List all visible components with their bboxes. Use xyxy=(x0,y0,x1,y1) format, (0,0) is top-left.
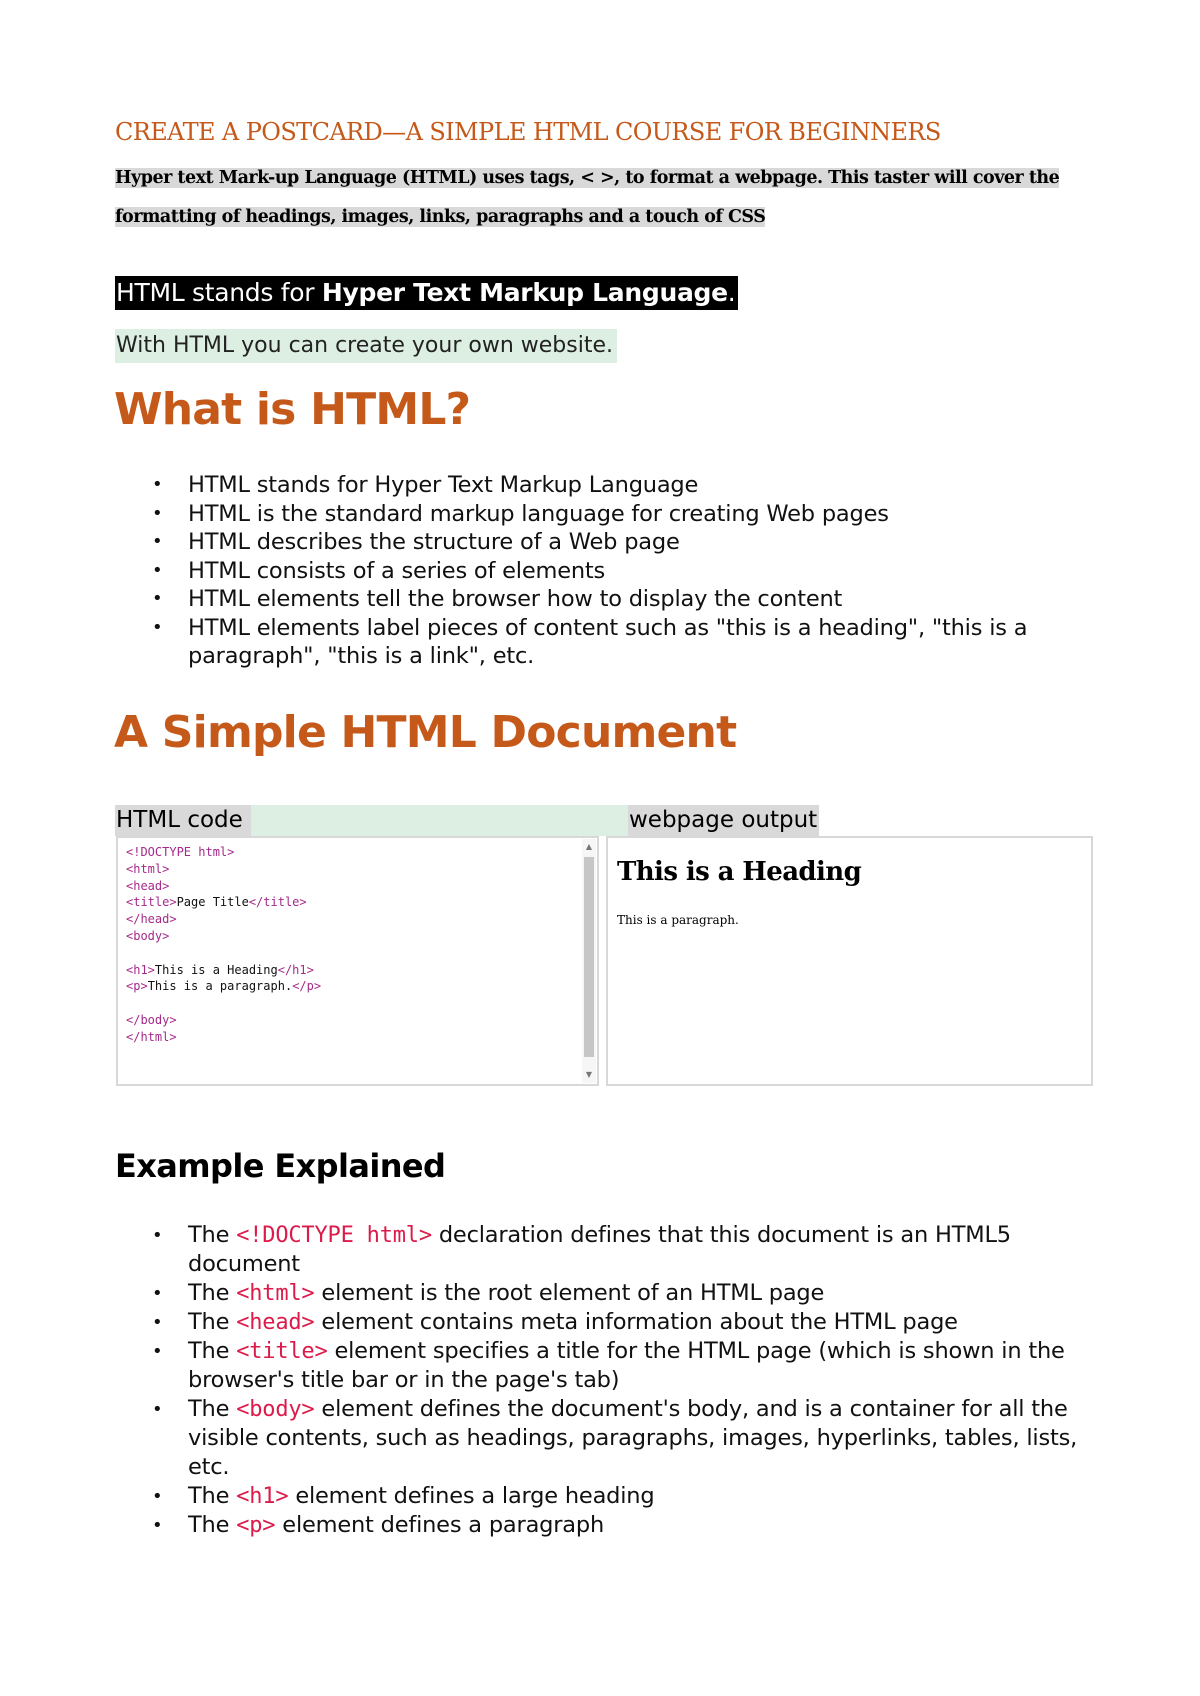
inline-code: <title> xyxy=(236,1339,328,1364)
stands-prefix: HTML stands for xyxy=(116,278,322,307)
code-line: </head> xyxy=(126,912,177,927)
webpage-output-panel xyxy=(606,836,1093,1086)
what-is-html-list xyxy=(115,471,1090,671)
list-item: • The <!DOCTYPE html> declaration defines that this document is an HTML5 document xyxy=(115,1221,1090,1279)
code-scrollbar[interactable] xyxy=(582,839,596,1083)
intro-paragraph xyxy=(115,159,1075,237)
inline-code: <h1> xyxy=(236,1484,289,1509)
simple-html-document-heading: A Simple HTML Document xyxy=(114,707,737,758)
list-item: • The <html> element is the root element of an HTML page xyxy=(115,1279,1090,1308)
inline-code: <html> xyxy=(236,1281,315,1306)
code-line: </body> xyxy=(126,1012,177,1027)
scroll-down-arrow-icon[interactable]: ▼ xyxy=(585,1070,593,1079)
code-line: <head> xyxy=(126,878,170,893)
output-heading: This is a Heading xyxy=(617,857,862,887)
list-item: • The <p> element defines a paragraph xyxy=(115,1511,1090,1540)
example-explained-list xyxy=(115,1221,1090,1540)
stands-suffix: . xyxy=(727,278,736,307)
html-code-panel[interactable] xyxy=(116,836,599,1086)
html-code-label: HTML code xyxy=(115,805,251,836)
list-item: • HTML elements tell the browser how to display the content xyxy=(115,585,1090,614)
code-line: <html> xyxy=(126,861,170,876)
document-title: CREATE A POSTCARD—A SIMPLE HTML COURSE FOR BEGINNERS xyxy=(115,118,941,146)
stands-bold: Hyper Text Markup Language xyxy=(321,278,728,307)
list-item: • The <title> element specifies a title for the HTML page (which is shown in the browser's title bar or in the page's tab) xyxy=(115,1337,1090,1395)
inline-code: <head> xyxy=(236,1310,315,1335)
list-item: • HTML elements label pieces of content such as "this is a heading", "this is a paragraph", "this is a link", etc. xyxy=(115,614,1090,671)
inline-code: <!DOCTYPE html> xyxy=(236,1223,432,1248)
list-item: • The <body> element defines the document's body, and is a container for all the visible contents, such as headings, paragraphs, images, hyperlinks, tables, lists, etc. xyxy=(115,1395,1090,1482)
intro-line-1: Hyper text Mark-up Language (HTML) uses tags, < >, to format a webpage. This taster will cover the xyxy=(115,168,1060,188)
inline-code: <body> xyxy=(236,1397,315,1422)
code-line xyxy=(126,945,321,962)
list-item: • HTML consists of a series of elements xyxy=(115,557,1090,586)
webpage-output-label: webpage output xyxy=(628,805,819,836)
list-item: • HTML stands for Hyper Text Markup Language xyxy=(115,471,1090,500)
output-paragraph: This is a paragraph. xyxy=(617,913,739,927)
inline-code: <p> xyxy=(236,1513,276,1538)
create-website-line: With HTML you can create your own website. xyxy=(115,329,617,363)
scroll-thumb[interactable] xyxy=(584,857,594,1057)
html-stands-for-banner xyxy=(115,276,738,310)
code-listing xyxy=(126,844,321,1046)
scroll-up-arrow-icon[interactable]: ▲ xyxy=(585,842,593,851)
code-line: <h1>This is a Heading</h1> xyxy=(126,962,314,977)
code-line: </html> xyxy=(126,1029,177,1044)
code-line xyxy=(126,995,321,1012)
code-line: <p>This is a paragraph.</p> xyxy=(126,979,322,994)
list-item: • The <h1> element defines a large heading xyxy=(115,1482,1090,1511)
code-line: <title>Page Title</title> xyxy=(126,895,307,910)
what-is-html-heading: What is HTML? xyxy=(114,384,471,435)
list-item: • The <head> element contains meta information about the HTML page xyxy=(115,1308,1090,1337)
intro-line-2: formatting of headings, images, links, paragraphs and a touch of CSS xyxy=(115,207,766,227)
code-line: <body> xyxy=(126,928,170,943)
example-explained-heading: Example Explained xyxy=(115,1147,446,1185)
code-line: <!DOCTYPE html> xyxy=(126,845,235,859)
list-item: • HTML describes the structure of a Web page xyxy=(115,528,1090,557)
list-item: • HTML is the standard markup language for creating Web pages xyxy=(115,500,1090,529)
